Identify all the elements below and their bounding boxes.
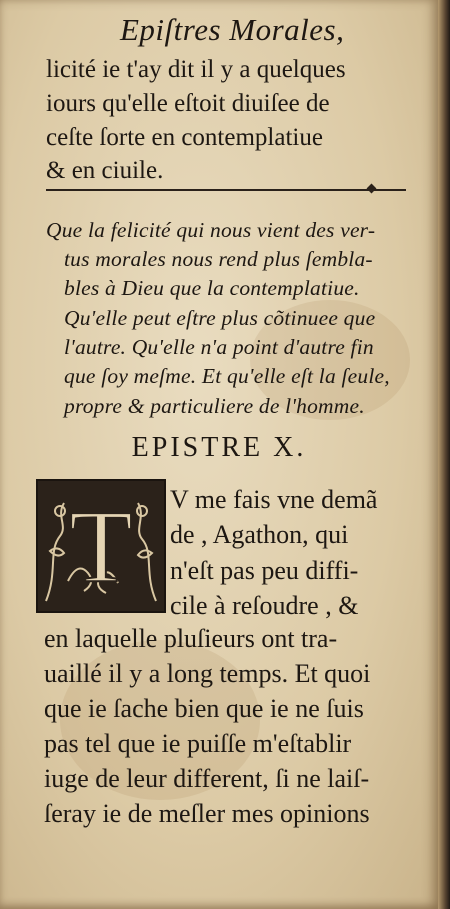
text-line: n'eſt pas peu diffi- [170, 556, 359, 585]
text-line: pas tel que ie puiſſe m'eſtablir [44, 729, 352, 758]
text-line: que ie ſache bien que ie ne ſuis [44, 694, 364, 723]
ornamental-drop-cap [36, 479, 166, 613]
intro-line: & en ciuile. [46, 157, 164, 184]
intro-line: licité ie t'ay dit il y a quelques [46, 56, 346, 83]
text-line: iuge de leur different, ſi ne laiſ- [44, 764, 370, 793]
intro-line: iours qu'elle eſtoit diuiſee de [46, 90, 330, 117]
summary-line: bles à Dieu que la contemplatiue. [64, 276, 360, 300]
text-line: ſeray ie de meſler mes opinions [44, 799, 370, 828]
text-line: en laquelle pluſieurs ont tra- [44, 624, 338, 653]
text-line: uaillé il y a long temps. Et quoi [44, 659, 371, 688]
summary-line: que ſoy meſme. Et qu'elle eſt la ſeule, [64, 364, 390, 388]
drop-cap-ornament-icon [38, 481, 164, 611]
running-head: Epiſtres Morales, [120, 12, 345, 47]
text-line: V me fais vne demã [170, 485, 378, 514]
summary-line: tus morales nous rend plus ſembla- [64, 247, 373, 271]
svg-text:T: T [69, 489, 133, 604]
summary-line: Que la felicité qui nous vient des ver- [46, 218, 376, 242]
page-edge-shadow [438, 0, 450, 909]
text-line: de , Agathon, qui [170, 520, 349, 549]
summary-line: Qu'elle peut eſtre plus cõtinuee que [64, 306, 376, 330]
summary-line: propre & particuliere de l'homme. [64, 394, 365, 418]
summary-line: l'autre. Qu'elle n'a point d'autre fin [64, 335, 374, 359]
intro-line: ceſte ſorte en contemplatiue [46, 124, 323, 151]
section-rule [46, 189, 406, 191]
chapter-heading: EPISTRE X. [131, 432, 307, 463]
text-line: cile à reſoudre , & [170, 591, 359, 620]
rule-ornament [367, 184, 377, 194]
